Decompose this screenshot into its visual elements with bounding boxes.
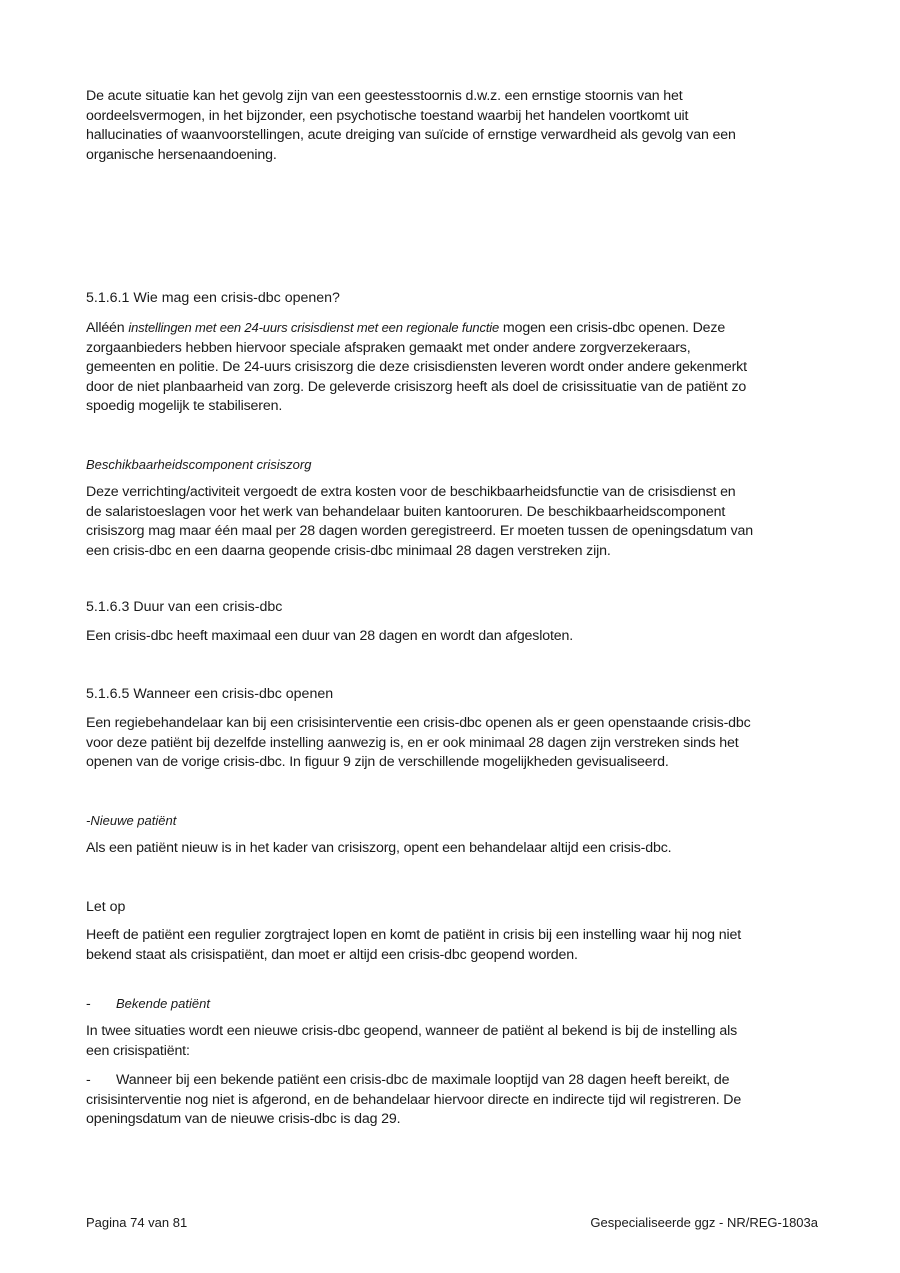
subheading-nieuwe-patient: -Nieuwe patiënt [86, 813, 177, 828]
list-dash: - [86, 996, 91, 1012]
text-italic: instellingen met een 24-uurs crisisdienst met een regionale functie [128, 320, 500, 335]
bekende-patient-bullet [86, 1071, 826, 1130]
section-5161-paragraph [86, 318, 826, 417]
document-reference: Gespecialiseerde ggz - NR/REG-1803a [590, 1215, 818, 1230]
text-line: crisisinterventie nog niet is afgerond, en de behandelaar hiervoor directe en indirecte tijd wil registreren. De [86, 1091, 742, 1108]
text-line: De acute situatie kan het gevolg zijn van een geestesstoornis d.w.z. een ernstige stoornis van het [86, 88, 683, 104]
text-line: Deze verrichting/activiteit vergoedt de extra kosten voor de beschikbaarheidsfunctie van de crisisdienst en [86, 484, 736, 500]
nieuwe-patient-paragraph [86, 839, 826, 859]
text-line: crisiszorg mag maar één maal per 28 dagen worden geregistreerd. Er moeten tussen de openingsdatum van [86, 523, 754, 539]
text-line: gemeenten en politie. De 24-uurs crisiszorg die deze crisisdiensten leveren wordt onder andere gekenmerkt [86, 359, 747, 375]
text-line: voor deze patiënt bij dezelfde instelling aanwezig is, en er ook minimaal 28 dagen zijn verstreken sinds het [86, 734, 739, 751]
text-line [86, 1071, 826, 1091]
text-line: In twee situaties wordt een nieuwe crisis-dbc geopend, wanneer de patiënt al bekend is bij de instelling als [86, 1023, 738, 1039]
text-line: organische hersenaandoening. [86, 146, 277, 163]
text-line: openingsdatum van de nieuwe crisis-dbc is dag 29. [86, 1111, 401, 1127]
text-line: oordeelsvermogen, in het bijzonder, een psychotische toestand waarbij het handelen voortkomt uit [86, 107, 689, 124]
intro-paragraph [86, 87, 826, 165]
text-line: de salaristoeslagen voor het werk van behandelaar buiten kantooruren. De beschikbaarheidscomponent [86, 503, 726, 520]
bullet-text: Wanneer bij een bekende patiënt een crisis-dbc de maximale looptijd van 28 dagen heeft bereikt, de [116, 1072, 730, 1088]
section-heading-5163: 5.1.6.3 Duur van een crisis-dbc [86, 599, 283, 615]
text-line: Als een patiënt nieuw is in het kader van crisiszorg, opent een behandelaar altijd een crisis-dbc. [86, 840, 672, 856]
bekende-patient-paragraph [86, 1022, 826, 1061]
section-heading-5165: 5.1.6.5 Wanneer een crisis-dbc openen [86, 686, 334, 702]
text-normal: mogen een crisis-dbc openen. Deze [499, 320, 726, 336]
text-line: Een crisis-dbc heeft maximaal een duur van 28 dagen en wordt dan afgesloten. [86, 628, 574, 644]
let-op-paragraph [86, 926, 826, 965]
beschikbaarheid-paragraph [86, 483, 826, 561]
text-line: zorgaanbieders hebben hiervoor speciale afspraken gemaakt met onder andere zorgverzekeraars, [86, 339, 691, 356]
text-normal: Alléén [86, 320, 129, 336]
text-line: spoedig mogelijk te stabiliseren. [86, 398, 283, 414]
text-line: hallucinaties of waanvoorstellingen, acute dreiging van suïcide of ernstige verwardheid als gevolg van een [86, 127, 736, 143]
text-line: openen van de vorige crisis-dbc. In figuur 9 zijn de verschillende mogelijkheden gevisualiseerd. [86, 754, 669, 770]
text-line: een crisispatiënt: [86, 1042, 190, 1059]
section-heading-5161: 5.1.6.1 Wie mag een crisis-dbc openen? [86, 290, 340, 306]
text-line: een crisis-dbc en een daarna geopende crisis-dbc minimaal 28 dagen verstreken zijn. [86, 542, 611, 559]
text-line: Heeft de patiënt een regulier zorgtraject lopen en komt de patiënt in crisis bij een instelling waar hij nog niet [86, 927, 741, 943]
page-number: Pagina 74 van 81 [86, 1215, 188, 1230]
subheading-bekende-patient [86, 994, 826, 1015]
section-5165-paragraph [86, 714, 826, 773]
subheading-beschikbaarheid: Beschikbaarheidscomponent crisiszorg [86, 457, 312, 472]
let-op-heading: Let op [86, 899, 126, 915]
subheading-text: Bekende patiënt [116, 996, 210, 1011]
list-dash: - [86, 1072, 91, 1088]
text-line: door de niet planbaarheid van zorg. De geleverde crisiszorg heeft als doel de crisissituatie van de patiënt zo [86, 378, 747, 395]
text-line: Een regiebehandelaar kan bij een crisisinterventie een crisis-dbc openen als er geen openstaande crisis-dbc [86, 715, 751, 731]
text-line: bekend staat als crisispatiënt, dan moet er altijd een crisis-dbc geopend worden. [86, 946, 578, 963]
text-line [86, 318, 826, 339]
section-5163-paragraph [86, 627, 826, 647]
